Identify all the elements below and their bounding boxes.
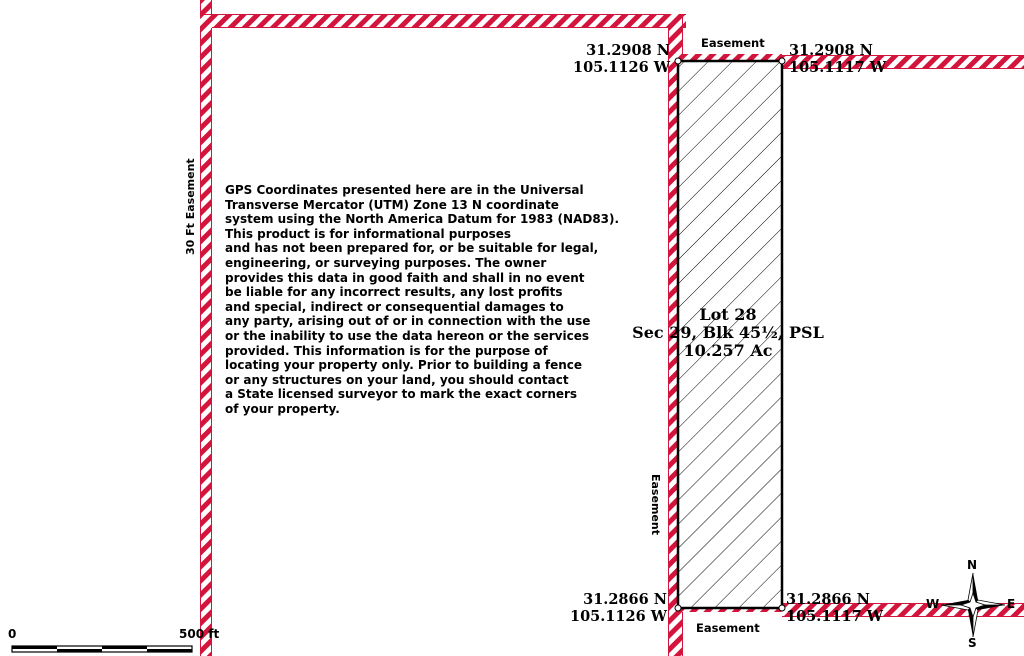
- corner-marker-se: [779, 605, 785, 611]
- disclaimer-line: engineering, or surveying purposes. The owner: [225, 255, 547, 270]
- compass-rose-icon: [941, 573, 1005, 637]
- lot-acreage: 10.257 Ac: [683, 341, 773, 360]
- corner-marker-nw: [675, 58, 681, 64]
- coord-sw-lon: 105.1126 W: [569, 608, 667, 625]
- lot-number: Lot 28: [699, 305, 757, 324]
- corner-marker-sw: [675, 605, 681, 611]
- thirty-ft-easement-strip: [200, 0, 212, 656]
- compass-north-label: N: [967, 558, 978, 572]
- coord-se-lat: 31.2866 N: [786, 591, 870, 608]
- disclaimer-line: or any structures on your land, you should contact: [225, 372, 569, 387]
- disclaimer-line: and special, indirect or consequential damages to: [225, 299, 564, 314]
- disclaimer-line: system using the North America Datum for 1983 (NAD83).: [225, 212, 620, 227]
- coord-nw-lat: 31.2908 N: [586, 42, 670, 59]
- disclaimer-line: of your property.: [225, 401, 340, 416]
- coord-se-lon: 105.1117 W: [786, 608, 884, 625]
- corner-marker-ne: [779, 58, 785, 64]
- disclaimer-line: locating your property only. Prior to building a fence: [225, 358, 583, 373]
- disclaimer-line: a State licensed surveyor to mark the exact corners: [225, 387, 578, 402]
- coord-ne: [789, 42, 886, 76]
- disclaimer-line: or the inability to use the data hereon or the services: [225, 328, 589, 343]
- lot-section-block: Sec 29, Blk 45½, PSL: [632, 323, 824, 342]
- top-easement-strip: [200, 14, 686, 28]
- disclaimer-text: [225, 183, 620, 417]
- disclaimer-line: provides this data in good faith and shall in no event: [225, 270, 585, 285]
- disclaimer-line: be liable for any incorrect results, any lost profits: [225, 285, 563, 300]
- coord-sw: [556, 591, 667, 625]
- easement-label-top: Easement: [701, 36, 765, 50]
- compass-west-label: W: [926, 597, 940, 611]
- coord-nw: [560, 42, 670, 76]
- disclaimer-line: GPS Coordinates presented here are in the Universal: [225, 183, 584, 197]
- disclaimer-line: Transverse Mercator (UTM) Zone 13 N coordinate: [225, 197, 559, 212]
- easement-label-west: Easement: [649, 474, 662, 535]
- disclaimer-line: This product is for informational purposes: [225, 226, 512, 241]
- lot-label: [628, 306, 828, 360]
- coord-sw-lat: 31.2866 N: [583, 591, 667, 608]
- coord-ne-lon: 105.1117 W: [789, 59, 887, 76]
- disclaimer-line: provided. This information is for the purpose of: [225, 343, 548, 358]
- thirty-ft-easement-label: 30 Ft Easement: [184, 158, 197, 255]
- easement-label-bottom: Easement: [696, 621, 760, 635]
- scale-bar: [12, 646, 192, 652]
- scale-end-label: 500 ft: [179, 627, 220, 641]
- coord-ne-lat: 31.2908 N: [789, 42, 873, 59]
- coord-nw-lon: 105.1126 W: [572, 59, 670, 76]
- disclaimer-line: and has not been prepared for, or be suitable for legal,: [225, 241, 599, 256]
- compass-east-label: E: [1007, 597, 1016, 611]
- disclaimer-line: any party, arising out of or in connection with the use: [225, 314, 591, 329]
- compass-south-label: S: [968, 636, 977, 650]
- scale-start-label: 0: [8, 627, 17, 641]
- coord-se: [786, 591, 883, 625]
